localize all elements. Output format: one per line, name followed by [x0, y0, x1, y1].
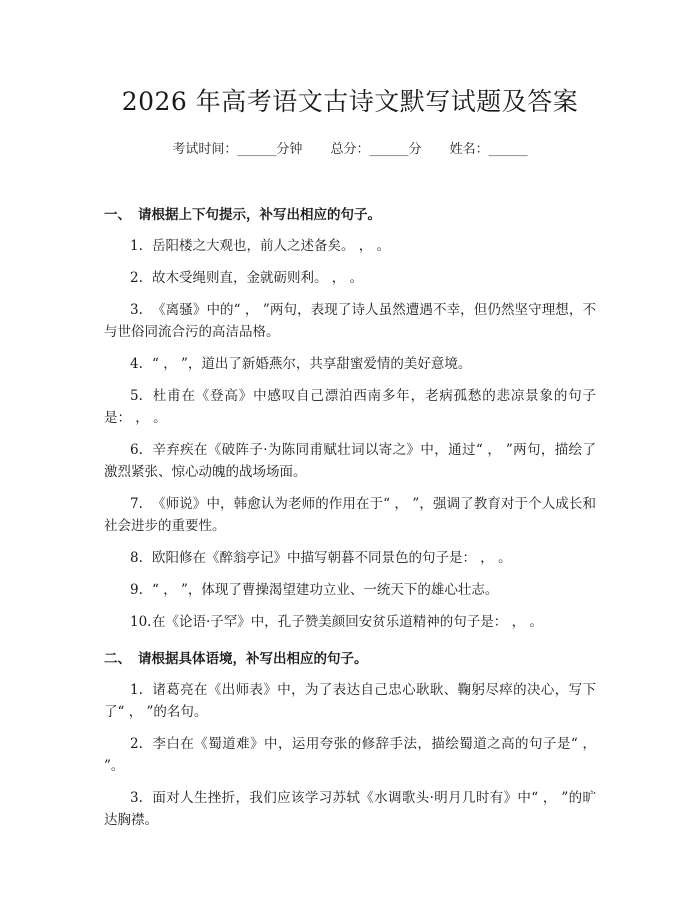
- question-number: 8.: [130, 550, 143, 566]
- section-heading-text: 请根据具体语境，补写出相应的句子。: [138, 651, 368, 667]
- question-item: [104, 385, 596, 429]
- question-text: 故木受绳则直，金就砺则利。 ， 。: [152, 270, 364, 286]
- question-text: 诸葛亮在《出师表》中，为了表达自己忠心耿耿、鞠躬尽瘁的决心，写下了“ ， ”的名句。: [104, 682, 596, 720]
- exam-time: 考试时间：______分钟: [172, 142, 303, 157]
- student-name: 姓名：______: [449, 142, 528, 157]
- section-number: 一、: [104, 207, 131, 223]
- question-list-2: [104, 679, 596, 831]
- exam-score: 总分：______分: [330, 142, 422, 157]
- question-number: 7.: [130, 496, 143, 512]
- question-item: [104, 579, 596, 601]
- question-item: [104, 493, 596, 537]
- question-item: [104, 235, 596, 257]
- question-text: “ ， ”，道出了新婚燕尔，共享甜蜜爱情的美好意境。: [152, 356, 472, 372]
- question-item: [104, 267, 596, 289]
- question-item: [104, 679, 596, 723]
- question-text: 在《论语·子罕》中，孔子赞美颜回安贫乐道精神的句子是： ， 。: [152, 614, 543, 630]
- question-number: 10.: [130, 614, 152, 630]
- question-number: 1.: [130, 682, 143, 698]
- question-item: [104, 547, 596, 569]
- question-number: 3.: [130, 302, 143, 318]
- question-text: 岳阳楼之大观也，前人之述备矣。 ， 。: [152, 238, 391, 254]
- question-list-1: [104, 235, 596, 633]
- question-item: [104, 611, 596, 633]
- question-item: [104, 439, 596, 483]
- question-number: 9.: [130, 582, 143, 598]
- question-text: 《离骚》中的“ ， ”两句，表现了诗人虽然遭遇不幸，但仍然坚守理想，不与世俗同流合污的高洁品格。: [104, 302, 596, 340]
- question-text: 李白在《蜀道难》中，运用夸张的修辞手法，描绘蜀道之高的句子是“ ， ”。: [104, 736, 596, 774]
- question-text: 杜甫在《登高》中感叹自己漂泊西南多年，老病孤愁的悲凉景象的句子是： ， 。: [104, 388, 596, 426]
- question-item: [104, 299, 596, 343]
- question-item: [104, 733, 596, 777]
- question-number: 4.: [130, 356, 143, 372]
- question-item: [104, 353, 596, 375]
- exam-meta: [104, 138, 596, 157]
- section-number: 二、: [104, 651, 131, 667]
- section-heading-2: [104, 647, 596, 667]
- question-number: 2.: [130, 270, 143, 286]
- question-text: 《师说》中，韩愈认为老师的作用在于“ ， ”，强调了教育对于个人成长和社会进步的重要性。: [104, 496, 596, 534]
- question-text: 欧阳修在《醉翁亭记》中描写朝暮不同景色的句子是： ， 。: [152, 550, 512, 566]
- section-heading-1: [104, 203, 596, 223]
- question-text: 面对人生挫折，我们应该学习苏轼《水调歌头·明月几时有》中“ ， ”的旷达胸襟。: [104, 790, 596, 828]
- question-text: “ ， ”，体现了曹操渴望建功立业、一统天下的雄心壮志。: [152, 582, 499, 598]
- question-item: [104, 787, 596, 831]
- question-number: 6.: [130, 442, 143, 458]
- question-number: 2.: [130, 736, 143, 752]
- section-heading-text: 请根据上下句提示，补写出相应的句子。: [138, 207, 381, 223]
- page-title: 2026 年高考语文古诗文默写试题及答案: [121, 87, 579, 116]
- question-text: 辛弃疾在《破阵子·为陈同甫赋壮词以寄之》中，通过“ ， ”两句，描绘了激烈紧张、惊心动魄的战场场面。: [104, 442, 596, 480]
- question-number: 1.: [130, 238, 143, 254]
- question-number: 5.: [130, 388, 143, 404]
- question-number: 3.: [130, 790, 143, 806]
